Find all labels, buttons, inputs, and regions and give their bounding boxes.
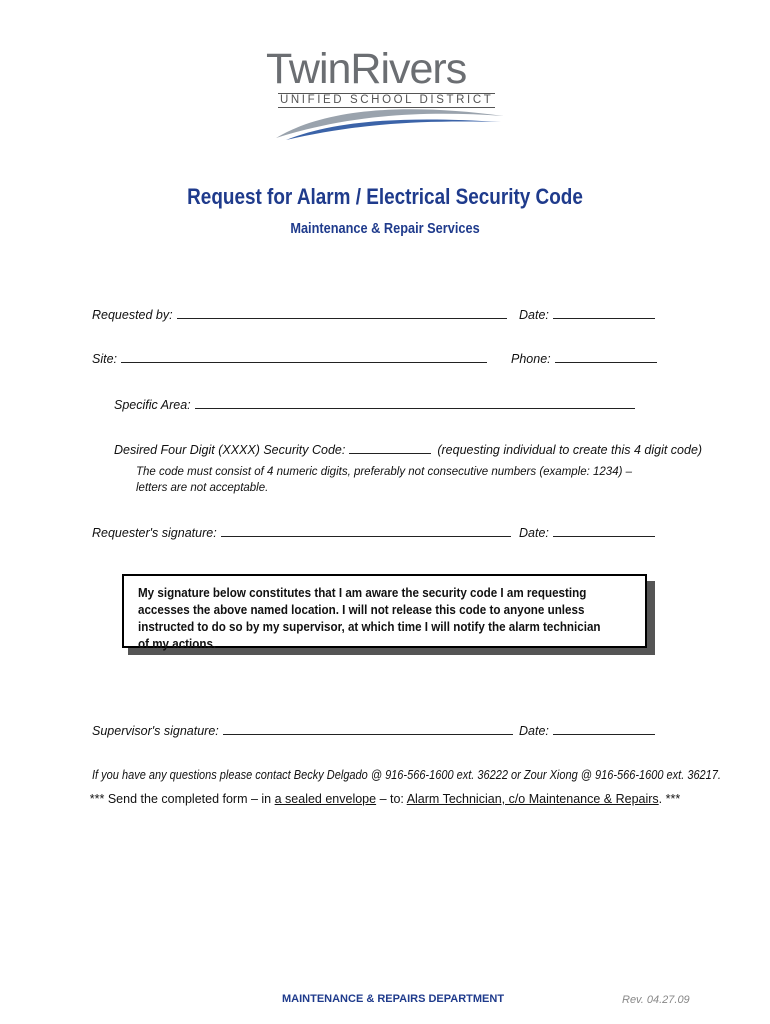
date-field-3[interactable]: [519, 723, 655, 738]
supervisor-signature-field[interactable]: [92, 723, 513, 738]
phone-field[interactable]: [511, 351, 657, 366]
phone-label: Phone:: [511, 352, 551, 366]
requested-by-label: Requested by:: [92, 308, 173, 322]
date-line-2[interactable]: [553, 525, 655, 537]
site-label: Site:: [92, 352, 118, 366]
specific-area-field[interactable]: [114, 397, 635, 412]
date-field-1[interactable]: [519, 307, 655, 322]
phone-line[interactable]: [555, 351, 657, 363]
logo-subtitle: UNIFIED SCHOOL DISTRICT: [280, 94, 494, 106]
specific-area-label: Specific Area:: [114, 398, 191, 412]
supervisor-signature-line[interactable]: [223, 723, 513, 735]
date-label-1: Date:: [519, 308, 549, 322]
supervisor-signature-label: Supervisor's signature:: [92, 724, 219, 738]
security-code-note: (requesting individual to create this 4 digit code): [437, 443, 703, 457]
specific-area-line[interactable]: [195, 397, 635, 409]
requester-signature-field[interactable]: [92, 525, 511, 540]
date-line-3[interactable]: [553, 723, 655, 735]
contact-info: If you have any questions please contact Becky Delgado @ 916-566-1600 ext. 36222 or Zour Xiong @ 916-566-1600 ext. 36217.: [92, 768, 721, 782]
logo-name: TwinRivers: [266, 45, 467, 93]
footer-department: MAINTENANCE & REPAIRS DEPARTMENT: [282, 993, 505, 1005]
river-swoosh-icon: [266, 98, 506, 143]
send-recipient: Alarm Technician, c/o Maintenance & Repairs: [406, 792, 659, 806]
form-title: Request for Alarm / Electrical Security Code: [187, 184, 583, 209]
send-envelope: a sealed envelope: [274, 792, 377, 806]
site-field[interactable]: [92, 351, 487, 366]
district-logo: [266, 45, 506, 143]
requested-by-field[interactable]: [92, 307, 507, 322]
send-prefix: *** Send the completed form – in: [89, 792, 275, 806]
requester-signature-label: Requester's signature:: [92, 526, 217, 540]
send-instructions: [0, 792, 770, 806]
send-suffix: . ***: [658, 792, 681, 806]
form-subtitle: Maintenance & Repair Services: [290, 221, 480, 237]
code-rules-note: The code must consist of 4 numeric digits, preferably not consecutive numbers (example: 1234) – letters are not acceptable.: [136, 466, 633, 494]
footer-revision: Rev. 04.27.09: [622, 994, 690, 1006]
requested-by-line[interactable]: [177, 307, 507, 319]
statement-box: [122, 574, 647, 651]
statement-text: My signature below constitutes that I am aware the security code I am requesting accesses the above named location. I will not release this code to anyone unless instructed to do so by my supervisor, at which time I will notify the alarm technician of my actions.: [138, 586, 601, 651]
security-code-line[interactable]: [349, 442, 431, 454]
site-line[interactable]: [121, 351, 487, 363]
date-label-3: Date:: [519, 724, 549, 738]
send-middle: – to:: [376, 792, 407, 806]
requester-signature-line[interactable]: [221, 525, 511, 537]
security-code-field[interactable]: [114, 442, 702, 457]
date-line-1[interactable]: [553, 307, 655, 319]
date-label-2: Date:: [519, 526, 549, 540]
date-field-2[interactable]: [519, 525, 655, 540]
security-code-label: Desired Four Digit (XXXX) Security Code:: [114, 443, 346, 457]
